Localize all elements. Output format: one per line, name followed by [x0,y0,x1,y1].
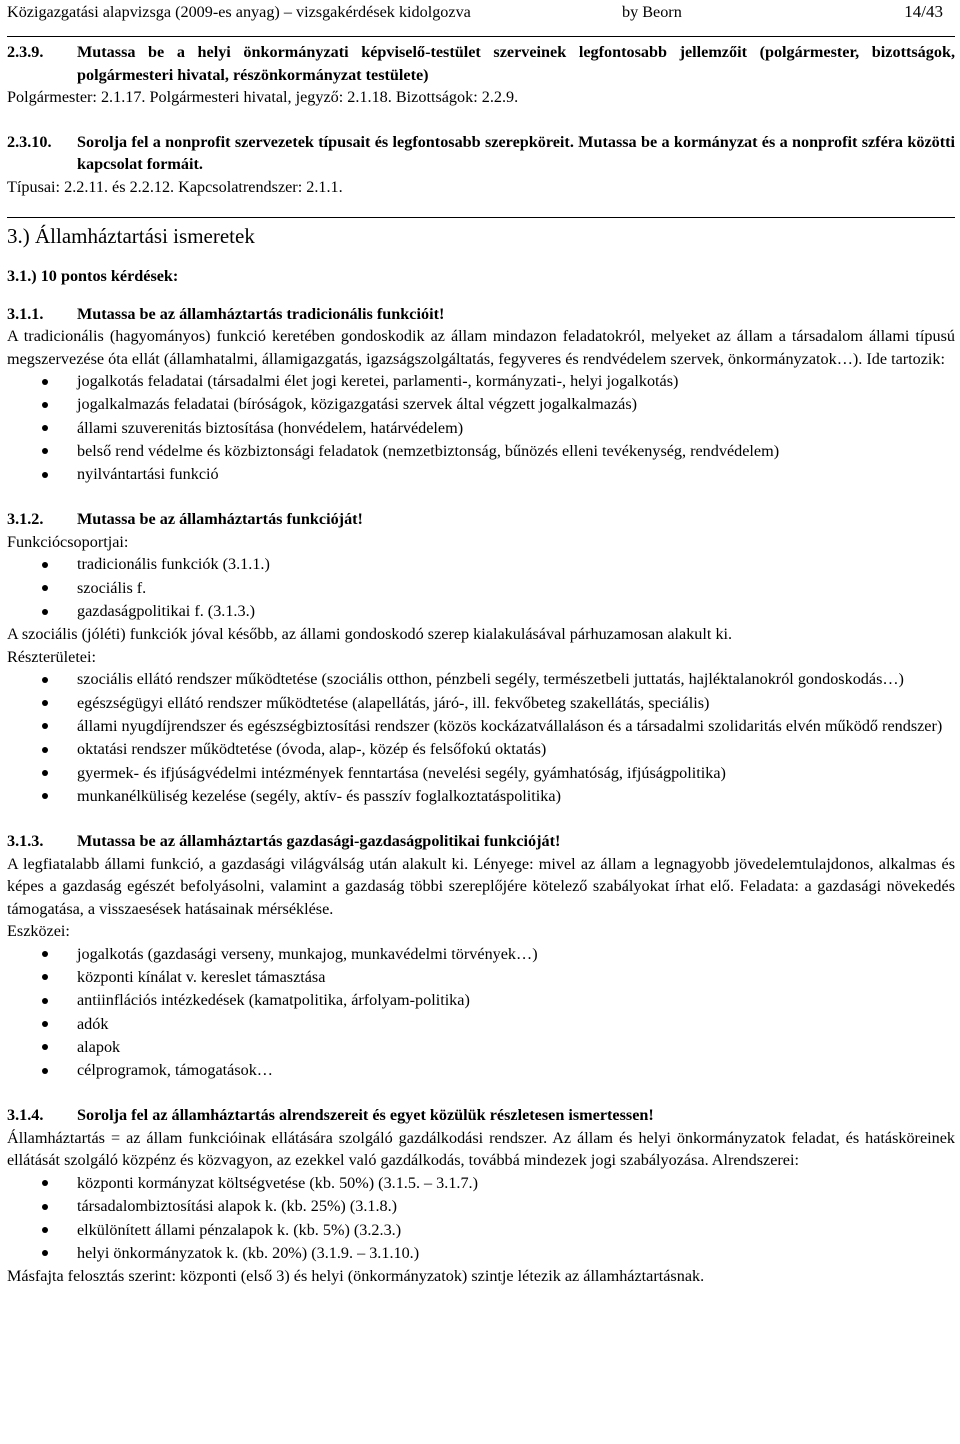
list-item: egészségügyi ellátó rendszer működtetése (alapellátás, járó-, ill. fekvőbeteg szakellátás, speciális) [7,692,955,715]
bullet-icon [42,379,48,385]
list-item: helyi önkormányzatok k. (kb. 20%) (3.1.9. – 3.1.10.) [7,1242,955,1265]
answer-intro: A tradicionális (hagyományos) funkció keretében gondoskodik az állam mindazon feladatokról, melyeket az állam a társadalom állami típusú megszervezése óta ellát (államhatalmi, államigazgatás, igazságszolgáltatás, fegyveres és rendvédelem szervek, önkormányzatok…). Ide tartozik: [7,327,955,368]
header-author: by Beorn [622,3,682,21]
list-item: szociális ellátó rendszer működtetése (szociális otthon, pénzbeli segély, természetbeli juttatás, hajléktalanokról gondoskodás…) [7,668,955,691]
list-item: jogalkalmazás feladatai (bíróságok, közigazgatási szervek által végzett jogalkalmazás) [7,393,955,416]
list-item: alapok [7,1036,955,1059]
section-divider [7,217,955,218]
question-2-3-9 [7,41,955,86]
list-item: elkülönített állami pénzalapok k. (kb. 5%) (3.2.3.) [7,1219,955,1242]
bullet-icon [42,1180,48,1186]
bullet-icon [42,1227,48,1233]
question-title: Mutassa be a helyi önkormányzati képviselő-testület szerveinek legfontosabb jellemzőit (polgármester, bizottságok, polgármesteri hivatal, részönkormányzat testülete) [77,43,955,84]
bullet-icon [42,472,48,478]
question-3-1-2 [7,508,955,531]
bullet-icon [42,425,48,431]
list-item: központi kínálat v. kereslet támasztása [7,966,955,989]
answer-paragraph: A szociális (jóléti) funkciók jóval később, az állami gondoskodó szerep kialakulásával párhuzamosan alakult ki. [7,625,733,644]
question-title: Sorolja fel a nonprofit szervezetek típusait és legfontosabb szerepköreit. Mutassa be a kormányzat és a nonprofit szféra közötti kapcsolat formáit. [77,132,955,173]
bullet-icon [42,793,48,799]
list-item: adók [7,1013,955,1036]
list-item: állami szuverenitás biztosítása (honvédelem, határvédelem) [7,417,955,440]
answer-lead: Eszközei: [7,922,70,941]
header-title: Közigazgatási alapvizsga (2009-es anyag) – vizsgakérdések kidolgozva [7,3,471,21]
list-item: tradicionális funkciók (3.1.1.) [7,553,955,576]
bullet-icon [42,448,48,454]
list-item: társadalombiztosítási alapok k. (kb. 25%) (3.1.8.) [7,1195,955,1218]
question-title: Sorolja fel az államháztartás alrendszereit és egyet közülük részletesen ismertessen! [77,1106,654,1125]
question-number: 2.3.9. [7,43,44,61]
question-number: 3.1.1. [7,304,44,323]
bullet-list [7,553,955,623]
question-number: 3.1.2. [7,510,44,529]
list-item: gazdaságpolitikai f. (3.1.3.) [7,600,955,623]
question-3-1-4 [7,1104,955,1127]
bullet-icon [42,1021,48,1027]
bullet-icon [42,562,48,568]
list-item: antiinflációs intézkedések (kamatpolitika, árfolyam-politika) [7,989,955,1012]
list-item: szociális f. [7,577,955,600]
answer-2-3-9: Polgármester: 2.1.17. Polgármesteri hivatal, jegyző: 2.1.18. Bizottságok: 2.2.9. [7,88,519,106]
answer-lead: Részterületei: [7,647,96,666]
answer-paragraph: A legfiatalabb állami funkció, a gazdasági világválság után alakult ki. Lényege: mivel az állam a legnagyobb jövedelemtulajdonos, alkalmas és képes a gazdaság egészét befolyásolni, valamint a gazdaság többi szereplőjére kötelező szabályokat írhat elő. Feladata: a gazdasági növekedés támogatása, a visszaesések hatásainak mérséklése. [7,854,955,918]
question-title: Mutassa be az államháztartás funkcióját! [77,510,363,529]
bullet-icon [42,974,48,980]
question-number: 2.3.10. [7,132,52,151]
section-title: 3.) Államháztartási ismeretek [7,224,255,248]
answer-closing: Másfajta felosztás szerint: központi (első 3) és helyi (önkormányzatok) szintje létezik az államháztartásnak. [7,1267,705,1286]
question-3-1-3 [7,830,955,853]
bullet-icon [42,1250,48,1256]
answer-2-3-10: Típusai: 2.2.11. és 2.2.12. Kapcsolatrendszer: 2.1.1. [7,177,343,196]
question-number: 3.1.3. [7,832,44,851]
bullet-icon [42,998,48,1004]
bullet-icon [42,951,48,957]
bullet-icon [42,1044,48,1050]
question-3-1-1 [7,303,955,326]
bullet-list [7,370,955,486]
list-item: központi kormányzat költségvetése (kb. 50%) (3.1.5. – 3.1.7.) [7,1172,955,1195]
list-item: jogalkotás feladatai (társadalmi élet jogi keretei, parlamenti-, kormányzati-, helyi jogalkotás) [7,370,955,393]
bullet-icon [42,1068,48,1074]
bullet-icon [42,402,48,408]
list-item: nyilvántartási funkció [7,463,955,486]
answer-lead: Funkciócsoportjai: [7,532,129,551]
bullet-icon [42,770,48,776]
bullet-icon [42,677,48,683]
list-item: célprogramok, támogatások… [7,1059,955,1082]
question-number: 3.1.4. [7,1106,44,1125]
subsection-title: 3.1.) 10 pontos kérdések: [7,267,179,285]
bullet-list [7,668,955,808]
bullet-icon [42,747,48,753]
answer-paragraph: Államháztartás = az állam funkcióinak ellátására szolgáló gazdálkodási rendszer. Az állam és helyi önkormányzatok feladat, és hatásköreinek ellátását szolgáló közpénz és közvagyon, az ezekkel való gazdálkodás, továbbá mindezek jogi szabályozása. Alrendszerei: [7,1128,955,1170]
bullet-list [7,943,955,1083]
question-2-3-10 [7,131,955,176]
list-item: belső rend védelme és közbiztonsági feladatok (nemzetbiztonság, bűnözés elleni tevékenység, rendvédelem) [7,440,955,463]
bullet-icon [42,1204,48,1210]
page-number: 14/43 [904,2,943,21]
bullet-icon [42,585,48,591]
bullet-icon [42,723,48,729]
list-item: állami nyugdíjrendszer és egészségbiztosítási rendszer (közös kockázatvállaláson és a társadalmi szolidaritás elvén működő rendszer) [7,715,955,738]
document-page [7,0,955,1288]
list-item: munkanélküliség kezelése (segély, aktív- és passzív foglalkoztatáspolitika) [7,785,955,808]
list-item: oktatási rendszer működtetése (óvoda, alap-, közép és felsőfokú oktatás) [7,738,955,761]
bullet-icon [42,700,48,706]
question-title: Mutassa be az államháztartás tradicionális funkcióit! [77,304,445,323]
bullet-list [7,1172,955,1265]
list-item: gyermek- és ifjúságvédelmi intézmények fenntartása (nevelési segély, gyámhatóság, ifjúságpolitika) [7,762,955,785]
bullet-icon [42,609,48,615]
question-title: Mutassa be az államháztartás gazdasági-gazdaságpolitikai funkcióját! [77,832,561,851]
page-header [7,0,955,37]
list-item: jogalkotás (gazdasági verseny, munkajog, munkavédelmi törvények…) [7,943,955,966]
